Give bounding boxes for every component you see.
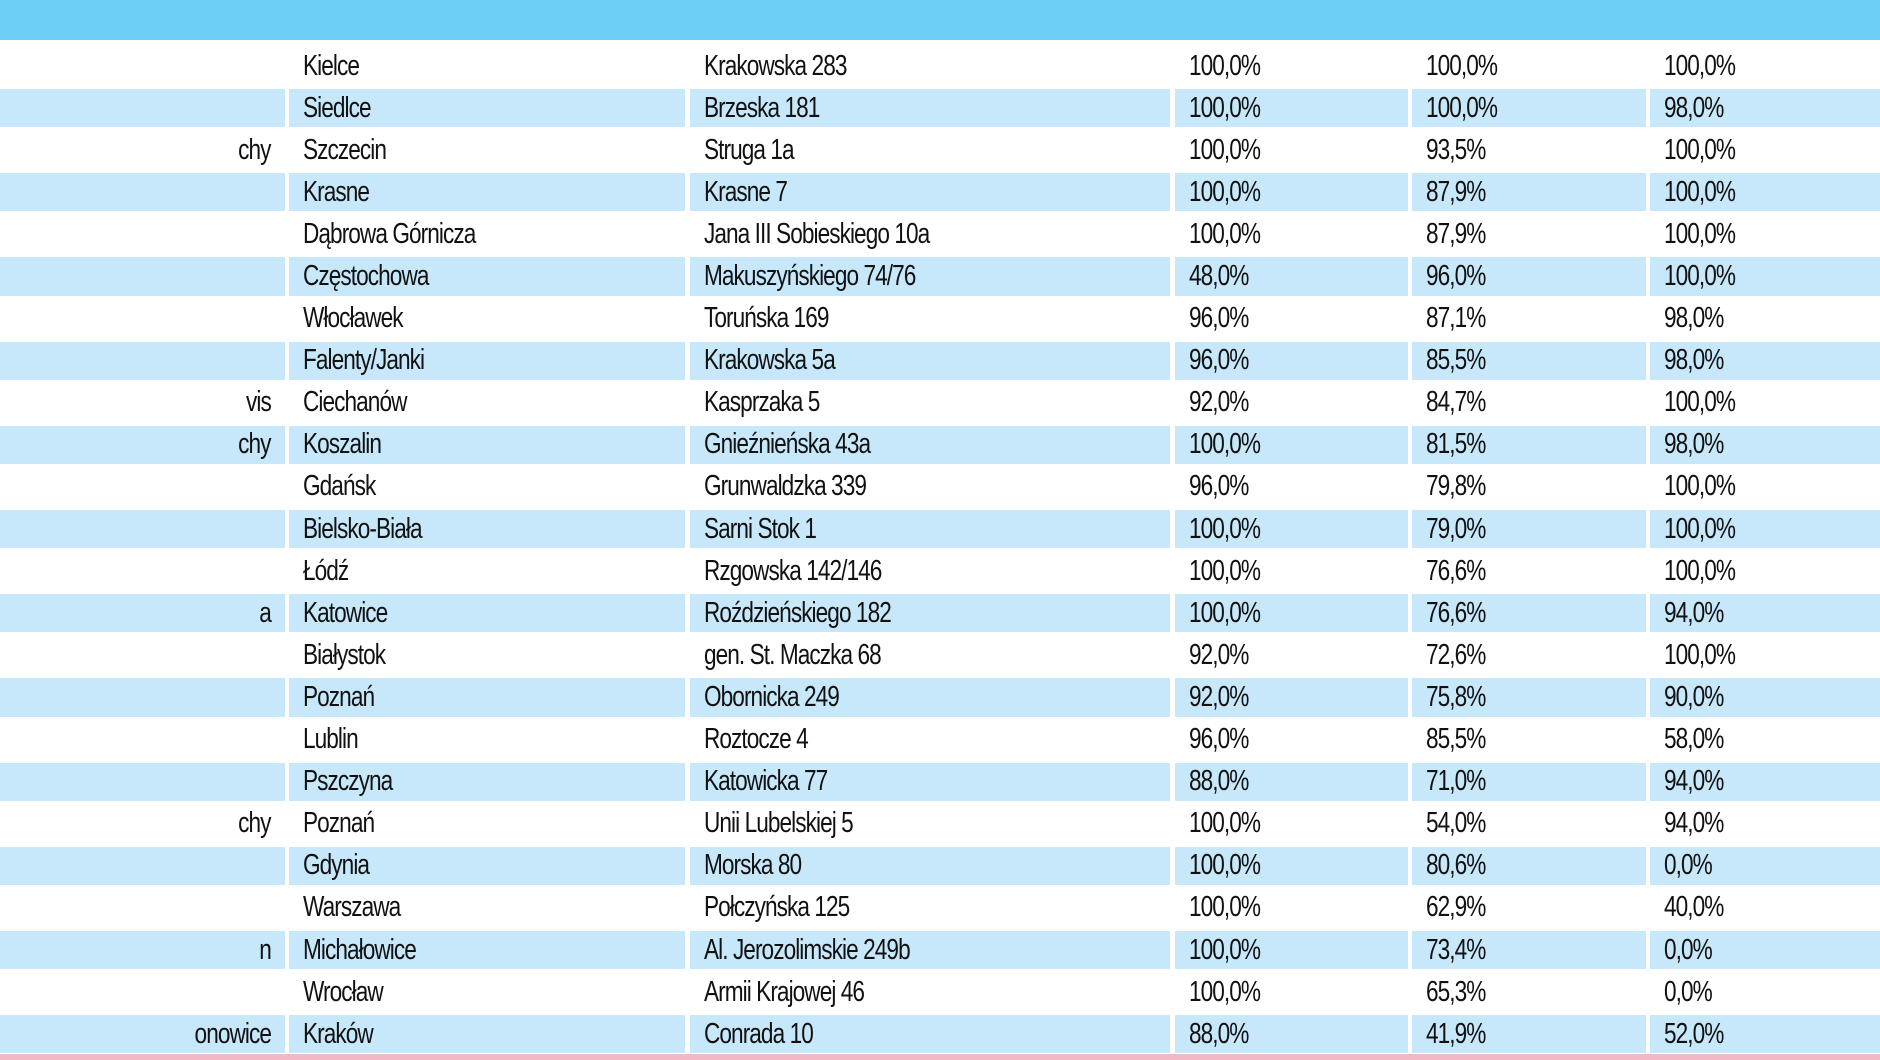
cell-address (690, 973, 1170, 1011)
cell-value-3-text: 0,0% (1664, 975, 1712, 1008)
cell-value-3 (1650, 215, 1880, 253)
cell-city-text: Łódź (303, 554, 349, 587)
cell-value-1-text: 100,0% (1189, 512, 1261, 545)
cell-value-1-text: 100,0% (1189, 891, 1261, 924)
cell-address (690, 552, 1170, 590)
cell-value-1 (1175, 468, 1408, 506)
cell-value-1 (1175, 215, 1408, 253)
cell-name-fragment-text: chy (238, 428, 271, 461)
cell-value-3 (1650, 173, 1880, 211)
cell-value-1 (1175, 131, 1408, 169)
cell-value-2 (1412, 257, 1646, 295)
cell-city (289, 721, 685, 759)
cell-value-2-text: 84,7% (1426, 386, 1486, 419)
cell-name-fragment (0, 552, 285, 590)
cell-value-3 (1650, 47, 1880, 85)
cell-address (690, 678, 1170, 716)
cell-value-1-text: 96,0% (1189, 723, 1249, 756)
cell-name-fragment-text: chy (238, 133, 271, 166)
cell-value-3-text: 100,0% (1664, 554, 1736, 587)
cell-city (289, 342, 685, 380)
cell-value-2 (1412, 173, 1646, 211)
cell-value-1-text: 100,0% (1189, 175, 1261, 208)
cell-value-1-text: 100,0% (1189, 933, 1261, 966)
table-row (0, 45, 1880, 87)
cell-value-3-text: 100,0% (1664, 217, 1736, 250)
cell-value-1-text: 92,0% (1189, 680, 1249, 713)
table-row (0, 971, 1880, 1013)
cell-city-text: Katowice (303, 596, 388, 629)
cell-value-1 (1175, 678, 1408, 716)
cell-value-3-text: 100,0% (1664, 49, 1736, 82)
cell-value-2-text: 87,9% (1426, 217, 1486, 250)
cell-value-2-text: 87,1% (1426, 302, 1486, 335)
cell-value-2 (1412, 1015, 1646, 1053)
cell-value-2 (1412, 763, 1646, 801)
cell-value-3-text: 52,0% (1664, 1017, 1724, 1050)
cell-city (289, 215, 685, 253)
cell-value-2 (1412, 973, 1646, 1011)
cell-value-1 (1175, 931, 1408, 969)
header-bar (0, 0, 1880, 40)
cell-address (690, 847, 1170, 885)
cell-value-1 (1175, 426, 1408, 464)
cell-value-3 (1650, 805, 1880, 843)
cell-name-fragment-text: n (259, 933, 271, 966)
table-row (0, 803, 1880, 845)
cell-city (289, 300, 685, 338)
cell-city-text: Krasne (303, 175, 370, 208)
table-row (0, 298, 1880, 340)
table-row (0, 340, 1880, 382)
cell-value-3 (1650, 931, 1880, 969)
cell-city (289, 889, 685, 927)
cell-value-2 (1412, 721, 1646, 759)
cell-city-text: Białystok (303, 638, 386, 671)
cell-city-text: Kraków (303, 1017, 373, 1050)
cell-city-text: Poznań (303, 680, 375, 713)
cell-city-text: Wrocław (303, 975, 383, 1008)
cell-value-1-text: 88,0% (1189, 765, 1249, 798)
results-table (0, 45, 1880, 1055)
cell-value-1-text: 100,0% (1189, 975, 1261, 1008)
cell-address (690, 173, 1170, 211)
cell-value-2-text: 62,9% (1426, 891, 1486, 924)
table-row (0, 845, 1880, 887)
cell-value-2 (1412, 215, 1646, 253)
cell-value-1-text: 48,0% (1189, 260, 1249, 293)
cell-value-1 (1175, 805, 1408, 843)
cell-name-fragment-text: vis (246, 386, 271, 419)
cell-value-3-text: 94,0% (1664, 596, 1724, 629)
cell-value-2 (1412, 510, 1646, 548)
cell-city-text: Warszawa (303, 891, 401, 924)
cell-value-3 (1650, 721, 1880, 759)
cell-address (690, 257, 1170, 295)
bottom-divider (0, 1054, 1880, 1060)
cell-name-fragment (0, 300, 285, 338)
cell-value-1 (1175, 847, 1408, 885)
cell-value-2-text: 76,6% (1426, 554, 1486, 587)
cell-address-text: Krakowska 283 (704, 49, 847, 82)
cell-name-fragment (0, 721, 285, 759)
cell-city (289, 763, 685, 801)
cell-value-2-text: 79,8% (1426, 470, 1486, 503)
cell-address-text: Conrada 10 (704, 1017, 813, 1050)
cell-city-text: Częstochowa (303, 260, 429, 293)
cell-address (690, 805, 1170, 843)
cell-value-2 (1412, 931, 1646, 969)
cell-city-text: Kielce (303, 49, 360, 82)
cell-name-fragment (0, 468, 285, 506)
cell-city-text: Włocławek (303, 302, 403, 335)
cell-city (289, 47, 685, 85)
cell-value-2-text: 100,0% (1426, 91, 1498, 124)
cell-value-1 (1175, 889, 1408, 927)
cell-address-text: Brzeska 181 (704, 91, 820, 124)
cell-value-2 (1412, 678, 1646, 716)
cell-value-3 (1650, 678, 1880, 716)
cell-value-3-text: 98,0% (1664, 344, 1724, 377)
cell-value-2-text: 87,9% (1426, 175, 1486, 208)
cell-value-3 (1650, 763, 1880, 801)
cell-name-fragment (0, 636, 285, 674)
cell-value-1 (1175, 89, 1408, 127)
cell-address (690, 215, 1170, 253)
cell-value-3-text: 100,0% (1664, 133, 1736, 166)
cell-address-text: Katowicka 77 (704, 765, 828, 798)
cell-address-text: Morska 80 (704, 849, 802, 882)
cell-value-1-text: 100,0% (1189, 849, 1261, 882)
table-row (0, 466, 1880, 508)
cell-name-fragment (0, 131, 285, 169)
cell-address-text: Obornicka 249 (704, 680, 839, 713)
cell-value-1-text: 96,0% (1189, 344, 1249, 377)
cell-name-fragment (0, 847, 285, 885)
cell-city (289, 973, 685, 1011)
cell-city-text: Lublin (303, 723, 358, 756)
cell-value-3 (1650, 973, 1880, 1011)
table-row (0, 171, 1880, 213)
cell-city (289, 636, 685, 674)
cell-value-1 (1175, 300, 1408, 338)
cell-name-fragment (0, 805, 285, 843)
cell-city (289, 1015, 685, 1053)
cell-address-text: Grunwaldzka 339 (704, 470, 866, 503)
cell-address (690, 763, 1170, 801)
cell-name-fragment-text: chy (238, 807, 271, 840)
cell-city-text: Koszalin (303, 428, 382, 461)
table-row (0, 929, 1880, 971)
cell-name-fragment (0, 594, 285, 632)
cell-value-1 (1175, 594, 1408, 632)
cell-address (690, 131, 1170, 169)
cell-value-2-text: 73,4% (1426, 933, 1486, 966)
table-row (0, 424, 1880, 466)
cell-city (289, 552, 685, 590)
cell-value-2 (1412, 889, 1646, 927)
cell-address (690, 889, 1170, 927)
cell-value-3-text: 100,0% (1664, 175, 1736, 208)
cell-city (289, 847, 685, 885)
cell-value-1 (1175, 552, 1408, 590)
cell-value-3 (1650, 636, 1880, 674)
cell-value-2-text: 81,5% (1426, 428, 1486, 461)
cell-city (289, 426, 685, 464)
cell-value-3 (1650, 89, 1880, 127)
table-row (0, 634, 1880, 676)
cell-address-text: Armii Krajowej 46 (704, 975, 865, 1008)
cell-city-text: Siedlce (303, 91, 371, 124)
cell-value-3 (1650, 847, 1880, 885)
cell-value-2 (1412, 342, 1646, 380)
cell-value-2-text: 93,5% (1426, 133, 1486, 166)
cell-value-1-text: 100,0% (1189, 49, 1261, 82)
cell-value-3-text: 0,0% (1664, 933, 1712, 966)
cell-city (289, 931, 685, 969)
table-row (0, 550, 1880, 592)
cell-address-text: Roztocze 4 (704, 723, 808, 756)
cell-value-1-text: 100,0% (1189, 807, 1261, 840)
cell-name-fragment (0, 257, 285, 295)
cell-value-2-text: 71,0% (1426, 765, 1486, 798)
cell-value-1-text: 100,0% (1189, 217, 1261, 250)
cell-value-3-text: 0,0% (1664, 849, 1712, 882)
cell-name-fragment (0, 89, 285, 127)
cell-address-text: Roździeńskiego 182 (704, 596, 891, 629)
cell-city (289, 257, 685, 295)
cell-name-fragment (0, 678, 285, 716)
cell-value-3 (1650, 510, 1880, 548)
cell-address (690, 931, 1170, 969)
cell-value-2-text: 41,9% (1426, 1017, 1486, 1050)
cell-name-fragment (0, 889, 285, 927)
cell-value-2-text: 80,6% (1426, 849, 1486, 882)
cell-name-fragment (0, 1015, 285, 1053)
cell-value-3 (1650, 384, 1880, 422)
cell-city (289, 678, 685, 716)
cell-city-text: Gdynia (303, 849, 370, 882)
cell-city-text: Ciechanów (303, 386, 407, 419)
cell-value-3 (1650, 468, 1880, 506)
cell-value-1 (1175, 257, 1408, 295)
cell-address (690, 510, 1170, 548)
table-row (0, 508, 1880, 550)
cell-address-text: Al. Jerozolimskie 249b (704, 933, 910, 966)
cell-value-2 (1412, 89, 1646, 127)
cell-address-text: Sarni Stok 1 (704, 512, 816, 545)
cell-value-3-text: 100,0% (1664, 260, 1736, 293)
cell-value-3-text: 90,0% (1664, 680, 1724, 713)
cell-value-3-text: 94,0% (1664, 765, 1724, 798)
cell-value-2 (1412, 47, 1646, 85)
cell-value-2-text: 100,0% (1426, 49, 1498, 82)
cell-name-fragment (0, 931, 285, 969)
cell-value-1 (1175, 510, 1408, 548)
cell-value-1-text: 96,0% (1189, 470, 1249, 503)
cell-value-1 (1175, 721, 1408, 759)
cell-value-1-text: 100,0% (1189, 428, 1261, 461)
cell-value-1 (1175, 973, 1408, 1011)
cell-name-fragment (0, 384, 285, 422)
cell-name-fragment (0, 215, 285, 253)
cell-value-2 (1412, 847, 1646, 885)
cell-value-1-text: 92,0% (1189, 386, 1249, 419)
cell-address (690, 89, 1170, 127)
cell-value-2-text: 76,6% (1426, 596, 1486, 629)
cell-address-text: gen. St. Maczka 68 (704, 638, 881, 671)
table-row (0, 1013, 1880, 1055)
cell-value-3 (1650, 342, 1880, 380)
cell-value-2-text: 54,0% (1426, 807, 1486, 840)
cell-address (690, 342, 1170, 380)
cell-city (289, 384, 685, 422)
cell-address-text: Połczyńska 125 (704, 891, 850, 924)
table-row (0, 129, 1880, 171)
cell-value-3-text: 94,0% (1664, 807, 1724, 840)
cell-value-2-text: 96,0% (1426, 260, 1486, 293)
cell-name-fragment-text: onowice (194, 1017, 271, 1050)
cell-value-3 (1650, 594, 1880, 632)
table-row (0, 719, 1880, 761)
cell-value-3 (1650, 300, 1880, 338)
cell-value-3 (1650, 426, 1880, 464)
cell-name-fragment (0, 342, 285, 380)
cell-name-fragment (0, 973, 285, 1011)
cell-address (690, 384, 1170, 422)
cell-value-2-text: 79,0% (1426, 512, 1486, 545)
cell-value-1 (1175, 384, 1408, 422)
table-row (0, 382, 1880, 424)
cell-value-2 (1412, 468, 1646, 506)
cell-value-2 (1412, 426, 1646, 464)
cell-value-3-text: 98,0% (1664, 302, 1724, 335)
cell-value-1-text: 100,0% (1189, 91, 1261, 124)
cell-value-2 (1412, 594, 1646, 632)
cell-address (690, 594, 1170, 632)
cell-city-text: Szczecin (303, 133, 387, 166)
cell-city-text: Bielsko-Biała (303, 512, 422, 545)
cell-value-1 (1175, 173, 1408, 211)
cell-value-3-text: 58,0% (1664, 723, 1724, 756)
cell-address-text: Krakowska 5a (704, 344, 835, 377)
cell-name-fragment (0, 510, 285, 548)
cell-value-3-text: 98,0% (1664, 91, 1724, 124)
cell-address-text: Unii Lubelskiej 5 (704, 807, 853, 840)
cell-value-1 (1175, 342, 1408, 380)
table-row (0, 761, 1880, 803)
table-row (0, 676, 1880, 718)
cell-value-1-text: 100,0% (1189, 554, 1261, 587)
cell-value-2-text: 85,5% (1426, 723, 1486, 756)
table-row (0, 213, 1880, 255)
cell-value-1-text: 100,0% (1189, 596, 1261, 629)
cell-value-3-text: 100,0% (1664, 470, 1736, 503)
cell-address-text: Krasne 7 (704, 175, 788, 208)
cell-address (690, 636, 1170, 674)
cell-value-1-text: 96,0% (1189, 302, 1249, 335)
cell-city (289, 89, 685, 127)
cell-city (289, 131, 685, 169)
cell-value-2 (1412, 300, 1646, 338)
cell-value-2-text: 72,6% (1426, 638, 1486, 671)
cell-address-text: Makuszyńskiego 74/76 (704, 260, 916, 293)
cell-value-3 (1650, 257, 1880, 295)
cell-value-1 (1175, 763, 1408, 801)
cell-value-2-text: 65,3% (1426, 975, 1486, 1008)
table-row (0, 87, 1880, 129)
cell-value-1-text: 88,0% (1189, 1017, 1249, 1050)
cell-address (690, 426, 1170, 464)
cell-address (690, 721, 1170, 759)
cell-value-2 (1412, 552, 1646, 590)
cell-value-2 (1412, 131, 1646, 169)
cell-value-3 (1650, 1015, 1880, 1053)
cell-address-text: Gnieźnieńska 43a (704, 428, 871, 461)
cell-value-2 (1412, 805, 1646, 843)
cell-city-text: Poznań (303, 807, 375, 840)
cell-value-3-text: 98,0% (1664, 428, 1724, 461)
table-row (0, 592, 1880, 634)
cell-name-fragment (0, 173, 285, 211)
cell-address (690, 1015, 1170, 1053)
cell-city-text: Gdańsk (303, 470, 376, 503)
cell-city-text: Falenty/Janki (303, 344, 425, 377)
cell-name-fragment (0, 426, 285, 464)
cell-city-text: Michałowice (303, 933, 416, 966)
cell-value-1 (1175, 636, 1408, 674)
cell-value-3 (1650, 552, 1880, 590)
cell-value-2 (1412, 384, 1646, 422)
cell-city (289, 468, 685, 506)
cell-value-1 (1175, 47, 1408, 85)
cell-name-fragment (0, 763, 285, 801)
cell-value-3-text: 100,0% (1664, 386, 1736, 419)
cell-value-1 (1175, 1015, 1408, 1053)
cell-value-3 (1650, 131, 1880, 169)
cell-value-3-text: 100,0% (1664, 638, 1736, 671)
cell-address-text: Kasprzaka 5 (704, 386, 820, 419)
cell-address-text: Rzgowska 142/146 (704, 554, 882, 587)
cell-address-text: Toruńska 169 (704, 302, 829, 335)
cell-value-2-text: 75,8% (1426, 680, 1486, 713)
cell-address (690, 47, 1170, 85)
cell-value-3-text: 40,0% (1664, 891, 1724, 924)
cell-value-2 (1412, 636, 1646, 674)
table-row (0, 255, 1880, 297)
cell-value-1-text: 92,0% (1189, 638, 1249, 671)
cell-address (690, 300, 1170, 338)
cell-city-text: Pszczyna (303, 765, 393, 798)
cell-address-text: Jana III Sobieskiego 10a (704, 217, 930, 250)
cell-city (289, 594, 685, 632)
cell-name-fragment (0, 47, 285, 85)
cell-value-1-text: 100,0% (1189, 133, 1261, 166)
cell-address (690, 468, 1170, 506)
cell-value-2-text: 85,5% (1426, 344, 1486, 377)
cell-city-text: Dąbrowa Górnicza (303, 217, 476, 250)
cell-city (289, 173, 685, 211)
cell-name-fragment-text: a (259, 596, 271, 629)
table-row (0, 887, 1880, 929)
cell-value-3-text: 100,0% (1664, 512, 1736, 545)
cell-city (289, 805, 685, 843)
cell-city (289, 510, 685, 548)
cell-value-3 (1650, 889, 1880, 927)
cell-address-text: Struga 1a (704, 133, 794, 166)
